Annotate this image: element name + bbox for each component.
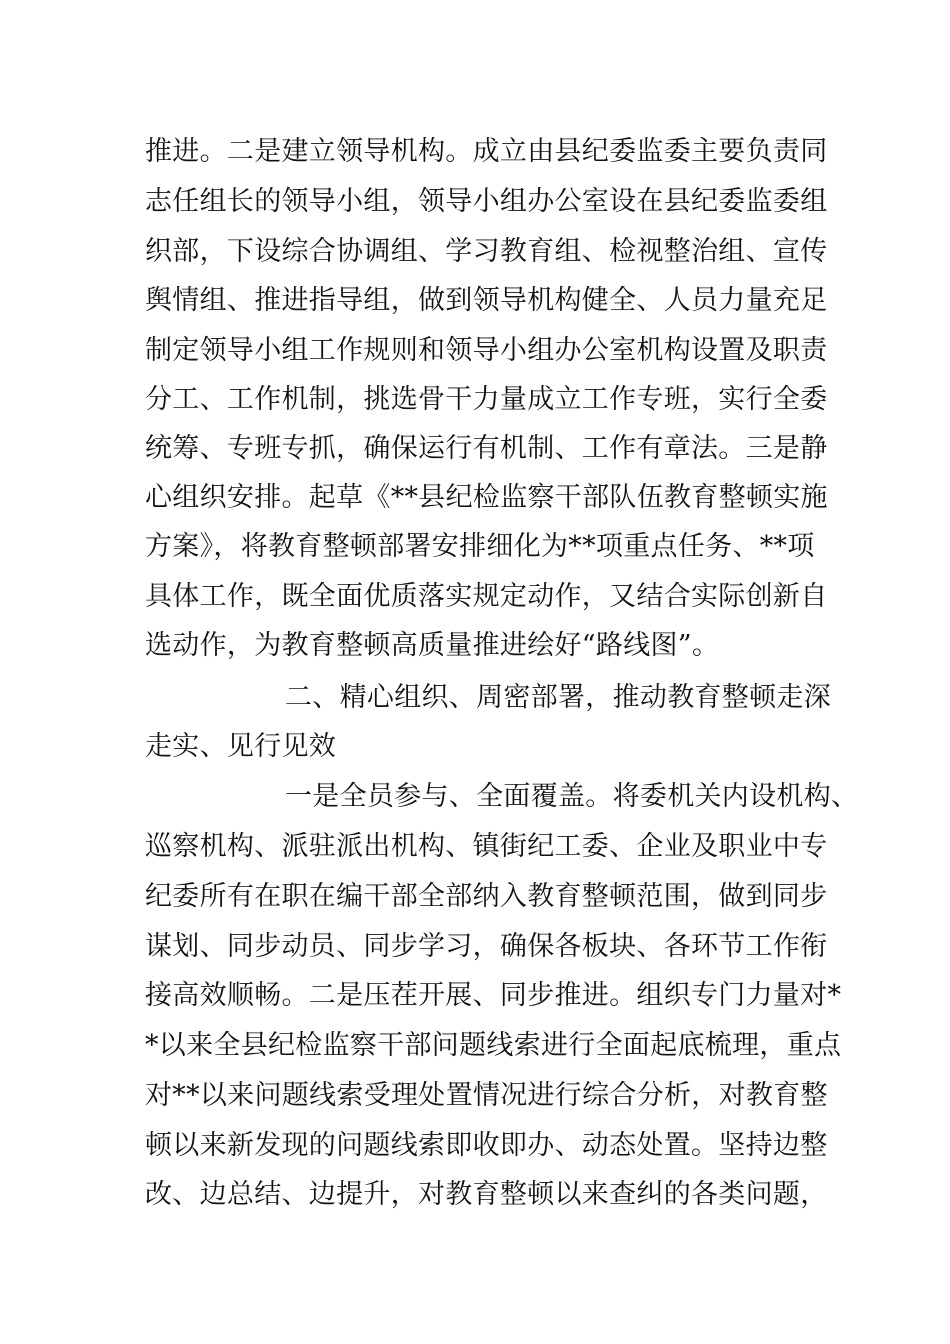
text-line: 谋划、同步动员、同步学习，确保各板块、各环节工作衔 <box>145 931 828 962</box>
section-heading: 二、精心组织、周密部署，推动教育整顿走深 <box>285 682 831 713</box>
text-line: 对**以来问题线索受理处置情况进行综合分析，对教育整 <box>145 1080 828 1111</box>
text-line: 分工、工作机制，挑选骨干力量成立工作专班，实行全委 <box>145 384 828 415</box>
text-line: 具体工作，既全面优质落实规定动作，又结合实际创新自 <box>145 581 828 612</box>
text-line: 方案》，将教育整顿部署安排细化为**项重点任务、**项 <box>145 531 815 562</box>
text-line: 推进。二是建立领导机构。成立由县纪委监委主要负责同 <box>145 136 828 167</box>
text-line: 巡察机构、派驻派出机构、镇街纪工委、企业及职业中专 <box>145 831 828 862</box>
section-heading-continued: 走实、见行见效 <box>145 731 337 762</box>
text-line: *以来全县纪检监察干部问题线索进行全面起底梳理，重点 <box>145 1030 842 1061</box>
text-line: 选动作，为教育整顿高质量推进绘好“路线图”。 <box>145 630 720 661</box>
text-line: 制定领导小组工作规则和领导小组办公室机构设置及职责 <box>145 335 828 366</box>
text-line: 改、边总结、边提升，对教育整顿以来查纠的各类问题， <box>145 1179 828 1210</box>
text-line: 织部，下设综合协调组、学习教育组、检视整治组、宣传 <box>145 236 828 267</box>
text-line: 顿以来新发现的问题线索即收即办、动态处置。坚持边整 <box>145 1130 828 1161</box>
text-line: 志任组长的领导小组，领导小组办公室设在县纪委监委组 <box>145 186 828 217</box>
text-line: 纪委所有在职在编干部全部纳入教育整顿范围，做到同步 <box>145 881 828 912</box>
paragraph-first-line: 一是全员参与、全面覆盖。将委机关内设机构、 <box>285 781 859 812</box>
text-line: 接高效顺畅。二是压茬开展、同步推进。组织专门力量对* <box>145 980 842 1011</box>
text-line: 心组织安排。起草《**县纪检监察干部队伍教育整顿实施 <box>145 482 828 513</box>
text-line: 舆情组、推进指导组，做到领导机构健全、人员力量充足 <box>145 285 828 316</box>
text-line: 统筹、专班专抓，确保运行有机制、工作有章法。三是静 <box>145 433 828 464</box>
